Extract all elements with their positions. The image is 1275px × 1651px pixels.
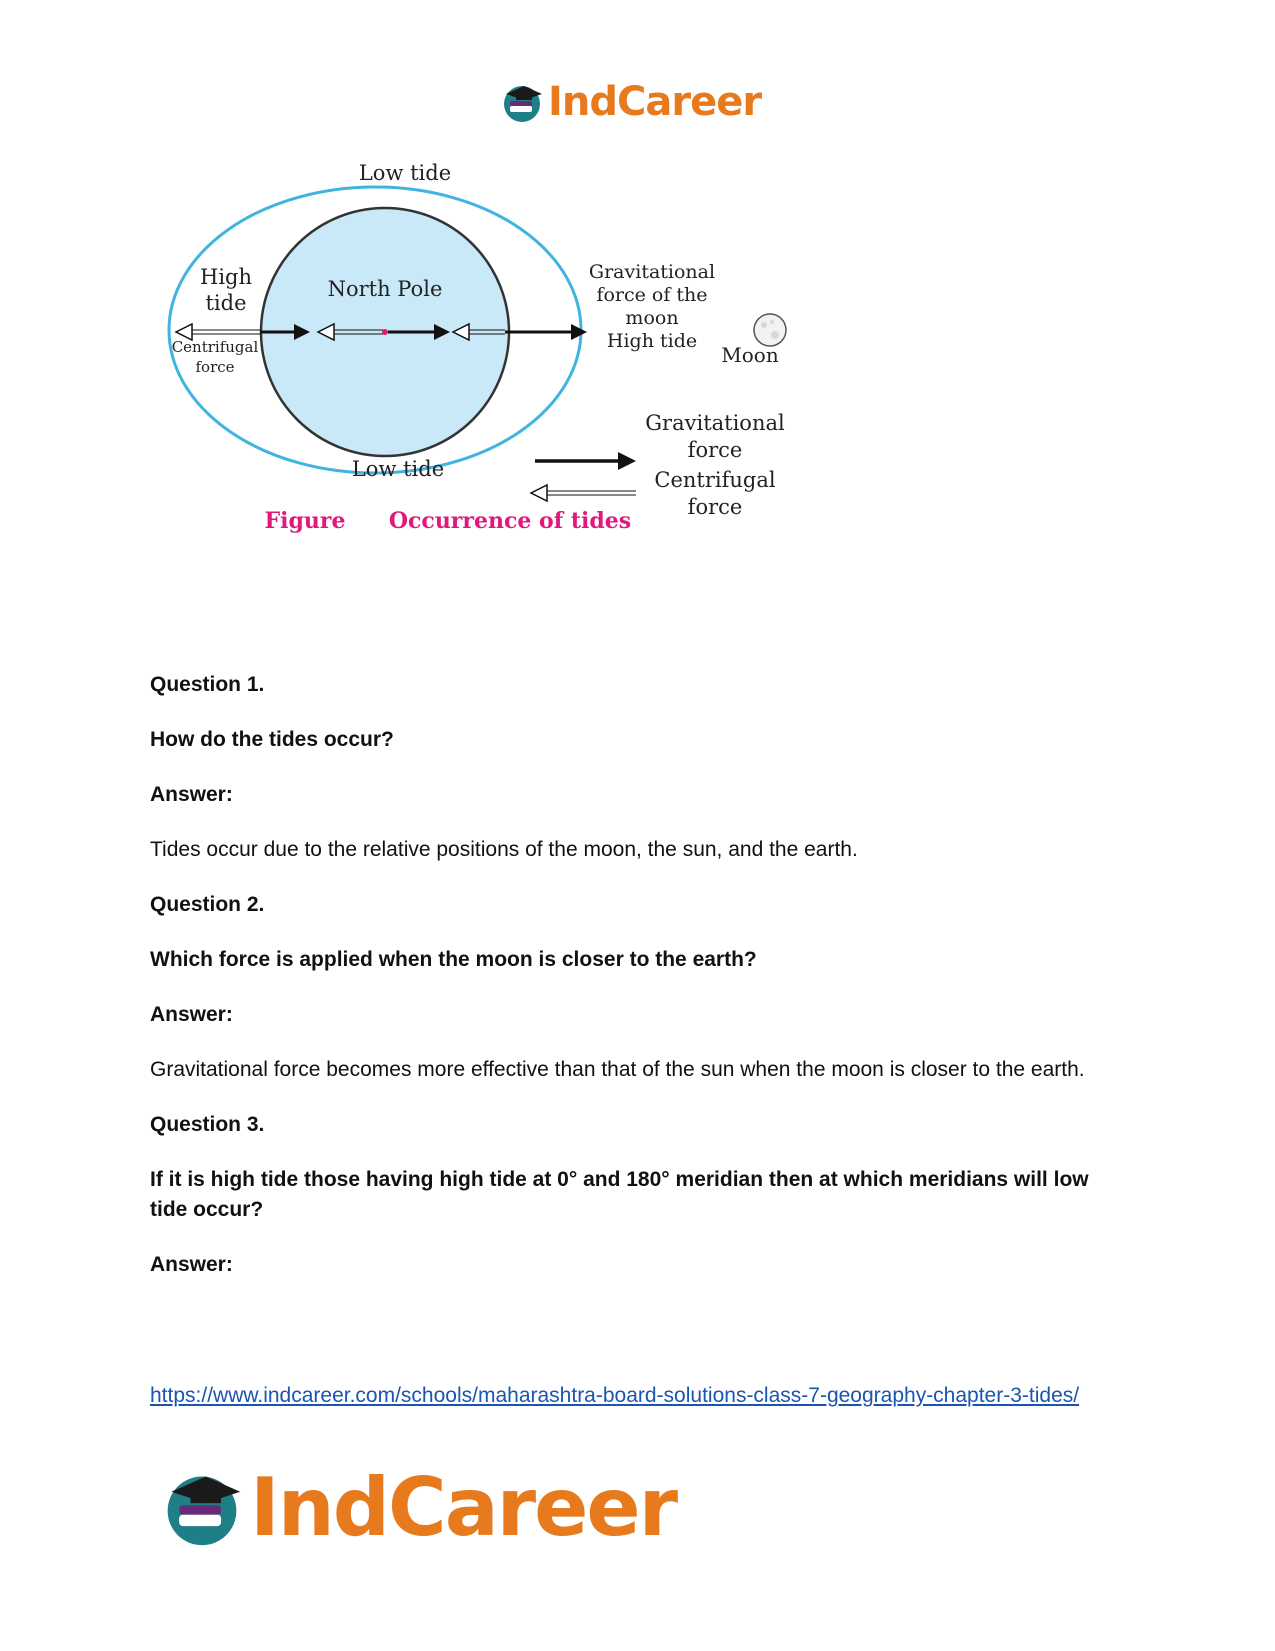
question-text: If it is high tide those having high tide at 0° and 180° meridian then at which meridians will low tide occur? [150, 1168, 1089, 1221]
label-high-tide-left-2: tide [205, 291, 247, 315]
legend-gravitational-2: force [687, 438, 743, 462]
label-moon: Moon [721, 343, 779, 367]
label-centrifugal-left-2: force [195, 358, 235, 376]
label-north-pole: North Pole [327, 277, 443, 301]
tides-figure [160, 150, 800, 560]
gravitational-arrow-right [505, 324, 587, 340]
north-pole-dot [382, 329, 388, 335]
label-high-tide-left-1: High [200, 265, 252, 289]
legend-gravitational-1: Gravitational [645, 411, 785, 435]
brand-name: IndCareer [548, 79, 762, 125]
qa-block-2 [150, 890, 1130, 1085]
footer-url-link[interactable]: https://www.indcareer.com/schools/maharashtra-board-solutions-class-7-geography-chapter-3-tides/ [150, 1384, 1080, 1407]
caption-title: Occurrence of tides [388, 508, 632, 534]
legend-centrifugal-1: Centrifugal [654, 468, 776, 492]
legend-gravitational-arrow [535, 452, 636, 470]
question-text: Which force is applied when the moon is closer to the earth? [150, 948, 757, 971]
answer-text: Tides occur due to the relative positions of the moon, the sun, and the earth. [150, 838, 858, 861]
brand-name: IndCareer [250, 1460, 677, 1554]
label-low-tide-top: Low tide [358, 161, 452, 185]
label-grav-moon-3: moon [625, 307, 679, 329]
moon-icon [754, 314, 786, 346]
legend-centrifugal-arrow [531, 485, 636, 501]
qa-block-3 [150, 1110, 1130, 1280]
answer-label: Answer: [150, 1253, 233, 1276]
question-text: How do the tides occur? [150, 728, 394, 751]
label-grav-moon-1: Gravitational [588, 261, 716, 283]
label-centrifugal-left-1: Centrifugal [171, 338, 259, 356]
indcareer-logo-bottom [160, 1462, 676, 1552]
qa-section [150, 670, 1130, 1305]
answer-label: Answer: [150, 783, 233, 806]
graduation-book-icon [500, 80, 544, 124]
question-number: Question 2. [150, 893, 265, 916]
answer-text: Gravitational force becomes more effective than that of the sun when the moon is closer to the earth. [150, 1058, 1085, 1081]
question-number: Question 3. [150, 1113, 265, 1136]
qa-block-1 [150, 670, 1130, 865]
caption-prefix: Figure [264, 508, 346, 534]
graduation-book-icon [160, 1465, 244, 1549]
label-high-tide-right: High tide [606, 330, 698, 352]
label-low-tide-bottom: Low tide [351, 457, 445, 481]
answer-label: Answer: [150, 1003, 233, 1026]
legend-centrifugal-2: force [687, 495, 743, 519]
label-grav-moon-2: force of the [596, 284, 708, 306]
indcareer-logo-top [500, 78, 761, 126]
question-number: Question 1. [150, 673, 265, 696]
